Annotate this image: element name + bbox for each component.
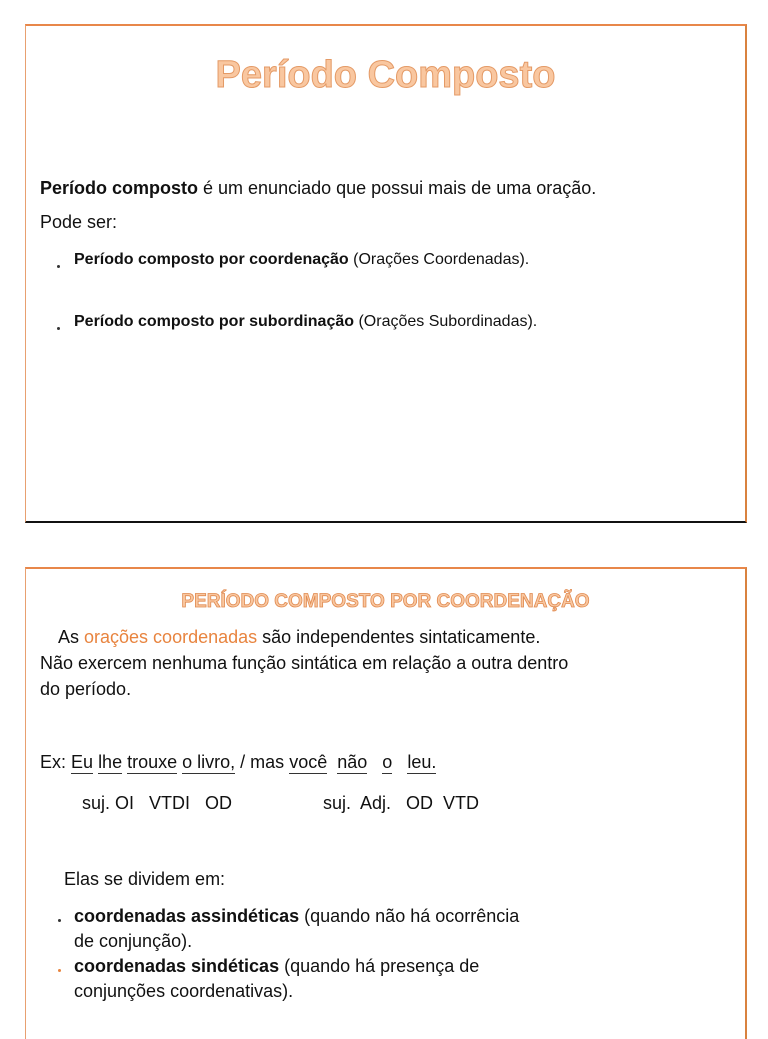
paragraph: do período.: [40, 679, 132, 699]
slide-title: PERÍODO COMPOSTO POR COORDENAÇÃO: [181, 591, 590, 612]
bullet-item: coordenadas assindéticas (quando não há ocorrência: [74, 906, 520, 926]
example-sentence: Ex: Eu lhe trouxe o livro, / mas você não o leu.: [40, 752, 437, 772]
bullet-item: Período composto por subordinação (Orações Subordinadas).: [74, 313, 538, 330]
syntax-labels: suj. OI VTDI OD: [82, 793, 233, 813]
bullet-icon: [58, 969, 61, 972]
paragraph: As orações coordenadas são independentes sintaticamente.: [58, 627, 541, 647]
bullet-item: Período composto por coordenação (Orações Coordenadas).: [74, 251, 530, 268]
bullet-item: coordenadas sindéticas (quando há presença de: [74, 956, 480, 976]
divide-text: Elas se dividem em:: [64, 869, 226, 889]
bullet-cont: de conjunção).: [74, 931, 193, 951]
pode-ser: Pode ser:: [40, 212, 118, 232]
bullet-cont: conjunções coordenativas).: [74, 981, 294, 1001]
slide-2: [25, 567, 747, 1039]
paragraph: Não exercem nenhuma função sintática em relação a outra dentro: [40, 653, 569, 673]
bullet-icon: [58, 919, 61, 922]
definition: Período composto é um enunciado que possui mais de uma oração.: [40, 178, 597, 198]
slide-title: Período Composto: [215, 54, 556, 96]
bullet-icon: [57, 327, 60, 330]
slide-1: [25, 24, 747, 523]
bullet-icon: [57, 265, 60, 268]
syntax-labels: suj. Adj. OD VTD: [323, 793, 480, 813]
